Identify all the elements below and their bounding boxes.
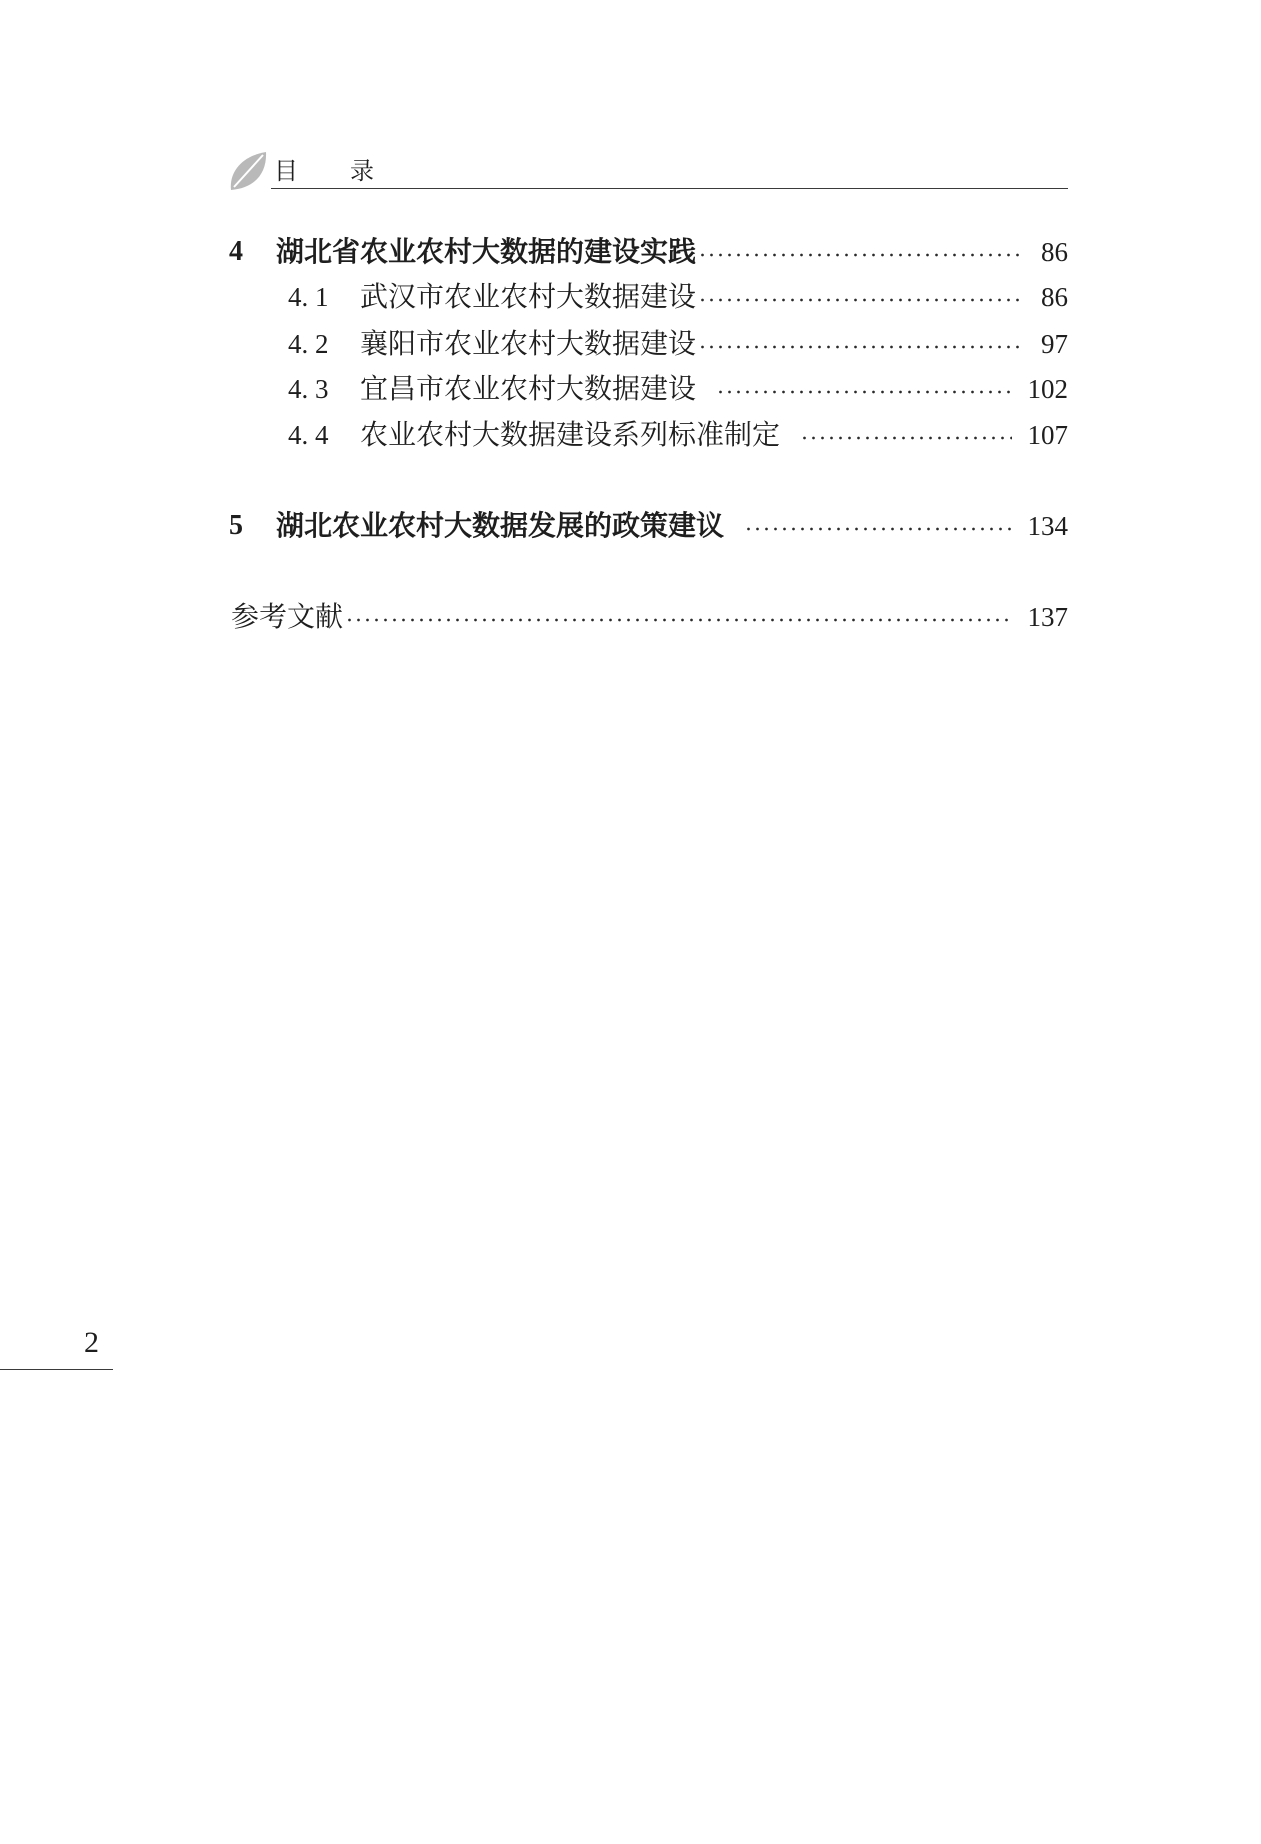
folio-page-number: 2 <box>84 1326 99 1359</box>
dot-leader <box>800 436 1011 440</box>
page-number: 97 <box>1041 329 1068 359</box>
leaf-icon <box>228 150 268 192</box>
page-number: 86 <box>1041 237 1068 267</box>
page-number: 86 <box>1041 282 1068 312</box>
section-number: 4. 1 <box>288 282 329 312</box>
dot-leader <box>716 390 1011 394</box>
chapter-title: 湖北农业农村大数据发展的政策建议 <box>276 509 725 542</box>
toc-section-4-2 <box>288 328 1068 360</box>
section-number: 4. 4 <box>288 420 329 450</box>
toc-section-4-4 <box>288 419 1068 451</box>
toc-chapter-4 <box>229 236 1068 268</box>
section-title: 宜昌市农业农村大数据建设 <box>360 372 697 405</box>
toc-section-4-1 <box>288 281 1068 313</box>
dot-leader <box>698 253 1025 257</box>
section-title: 农业农村大数据建设系列标准制定 <box>360 418 781 451</box>
header-rule <box>271 188 1068 189</box>
chapter-number: 4 <box>229 236 243 267</box>
toc-references <box>231 601 1068 633</box>
chapter-title: 湖北省农业农村大数据的建设实践 <box>276 235 697 268</box>
chapter-number: 5 <box>229 510 243 541</box>
page-number: 107 <box>1027 420 1068 450</box>
dot-leader <box>345 618 1011 622</box>
folio-rule <box>0 1369 113 1370</box>
page-number: 102 <box>1027 374 1068 404</box>
dot-leader <box>698 298 1025 302</box>
page-number: 137 <box>1027 602 1068 632</box>
section-number: 4. 2 <box>288 329 329 359</box>
toc-chapter-5 <box>229 510 1068 542</box>
dot-leader <box>698 345 1025 349</box>
section-title: 武汉市农业农村大数据建设 <box>360 280 697 313</box>
section-title: 襄阳市农业农村大数据建设 <box>360 327 697 360</box>
section-number: 4. 3 <box>288 374 329 404</box>
references-title: 参考文献 <box>231 600 344 633</box>
dot-leader <box>744 527 1011 531</box>
running-header-title: 目录 <box>274 157 426 185</box>
toc-section-4-3 <box>288 373 1068 405</box>
page-number: 134 <box>1027 511 1068 541</box>
